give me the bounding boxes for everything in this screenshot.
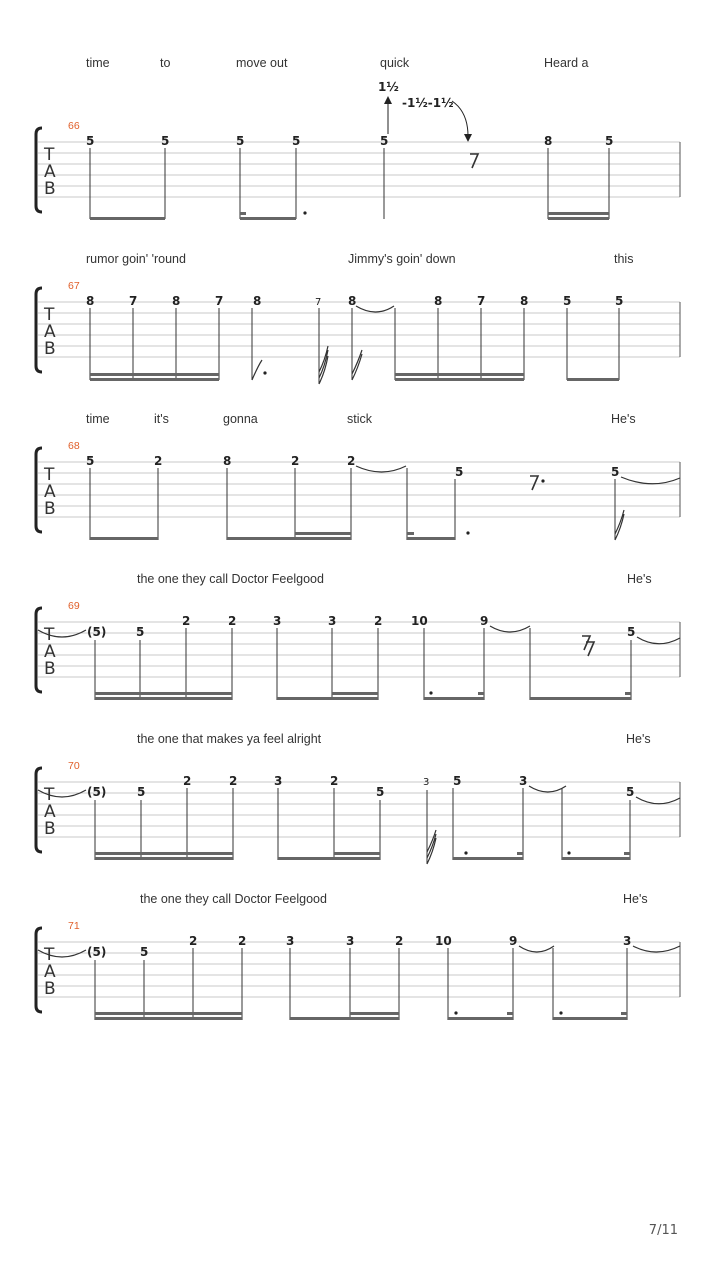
lyric: time: [86, 412, 110, 426]
lyric: He's: [611, 412, 636, 426]
lyric: the one they call Doctor Feelgood: [137, 572, 324, 586]
tab-label-a: A: [44, 642, 56, 662]
lyric: stick: [347, 412, 372, 426]
tab-label-a: A: [44, 322, 56, 342]
tab-label-t: T: [44, 625, 55, 645]
tab-label-t: T: [44, 465, 55, 485]
measure-number: 71: [68, 920, 80, 932]
fret-number: 5: [86, 134, 95, 148]
fret-number: 2: [330, 774, 339, 788]
fret-number: 5: [136, 625, 145, 639]
tab-label-b: B: [44, 979, 56, 999]
lyric: He's: [626, 732, 651, 746]
tab-label-t: T: [44, 945, 55, 965]
measure-number: 69: [68, 600, 80, 612]
fret-number: 8: [544, 134, 553, 148]
bend-amount: 1½: [378, 80, 399, 94]
fret-number: 5: [563, 294, 572, 308]
fret-number: 2: [238, 934, 247, 948]
fret-number: 5: [615, 294, 624, 308]
fret-number: 3: [519, 774, 528, 788]
tab-label-b: B: [44, 179, 56, 199]
fret-number: (5): [87, 945, 107, 959]
fret-number: 5: [292, 134, 301, 148]
fret-number: 8: [434, 294, 443, 308]
lyric: He's: [623, 892, 648, 906]
fret-number: 3: [273, 614, 282, 628]
fret-number: 8: [223, 454, 232, 468]
measure-number: 67: [68, 280, 80, 292]
fret-number: 8: [348, 294, 357, 308]
fret-number: 2: [228, 614, 237, 628]
fret-number: 3: [286, 934, 295, 948]
fret-number: 10: [411, 614, 428, 628]
lyric: it's: [154, 412, 169, 426]
lyric: time: [86, 56, 110, 70]
fret-number: (5): [87, 625, 107, 639]
lyric: this: [614, 252, 634, 266]
lyric: Jimmy's goin' down: [348, 252, 456, 266]
fret-number: 3: [274, 774, 283, 788]
fret-number: 2: [183, 774, 192, 788]
fret-number: 5: [627, 625, 636, 639]
tab-label-t: T: [44, 145, 55, 165]
fret-number: 7: [215, 294, 224, 308]
fret-number: 5: [455, 465, 464, 479]
fret-number: 5: [626, 785, 635, 799]
fret-number: 8: [520, 294, 529, 308]
bend-release: -1½-1½: [402, 96, 454, 110]
lyric: move out: [236, 56, 288, 70]
tab-label-t: T: [44, 305, 55, 325]
measure-number: 70: [68, 760, 80, 772]
fret-number: 7: [129, 294, 138, 308]
fret-number: 3: [623, 934, 632, 948]
tab-label-b: B: [44, 659, 56, 679]
lyric: rumor goin' 'round: [86, 252, 186, 266]
tab-label-a: A: [44, 162, 56, 182]
fret-number: 8: [86, 294, 95, 308]
fret-number: 5: [376, 785, 385, 799]
fret-number: 5: [453, 774, 462, 788]
fret-number: 2: [395, 934, 404, 948]
fret-number: 2: [229, 774, 238, 788]
fret-number: 3: [423, 777, 430, 788]
lyric: the one that makes ya feel alright: [137, 732, 322, 746]
tab-label-b: B: [44, 339, 56, 359]
measure-number: 66: [68, 120, 80, 132]
fret-number: 5: [605, 134, 614, 148]
lyric: Heard a: [544, 56, 589, 70]
fret-number: 5: [380, 134, 389, 148]
fret-number: 7: [315, 297, 322, 308]
tab-label-b: B: [44, 499, 56, 519]
measure-number: 68: [68, 440, 80, 452]
fret-number: 9: [480, 614, 489, 628]
fret-number: 5: [236, 134, 245, 148]
lyric: quick: [380, 56, 410, 70]
fret-number: 2: [182, 614, 191, 628]
tab-label-a: A: [44, 482, 56, 502]
fret-number: 5: [140, 945, 149, 959]
fret-number: 9: [509, 934, 518, 948]
fret-number: 3: [328, 614, 337, 628]
tab-label-a: A: [44, 962, 56, 982]
fret-number: 2: [374, 614, 383, 628]
fret-number: (5): [87, 785, 107, 799]
fret-number: 3: [346, 934, 355, 948]
fret-number: 5: [161, 134, 170, 148]
fret-number: 2: [291, 454, 300, 468]
lyric: to: [160, 56, 171, 70]
fret-number: 5: [611, 465, 620, 479]
tab-label-a: A: [44, 802, 56, 822]
fret-number: 2: [154, 454, 163, 468]
lyric: the one they call Doctor Feelgood: [140, 892, 327, 906]
fret-number: 5: [86, 454, 95, 468]
lyric: gonna: [223, 412, 258, 426]
tab-label-t: T: [44, 785, 55, 805]
fret-number: 2: [347, 454, 356, 468]
fret-number: 2: [189, 934, 198, 948]
fret-number: 8: [172, 294, 181, 308]
fret-number: 7: [477, 294, 486, 308]
tab-label-b: B: [44, 819, 56, 839]
fret-number: 10: [435, 934, 452, 948]
page-number: 7/11: [648, 1223, 678, 1238]
fret-number: 8: [253, 294, 262, 308]
lyric: He's: [627, 572, 652, 586]
fret-number: 5: [137, 785, 146, 799]
